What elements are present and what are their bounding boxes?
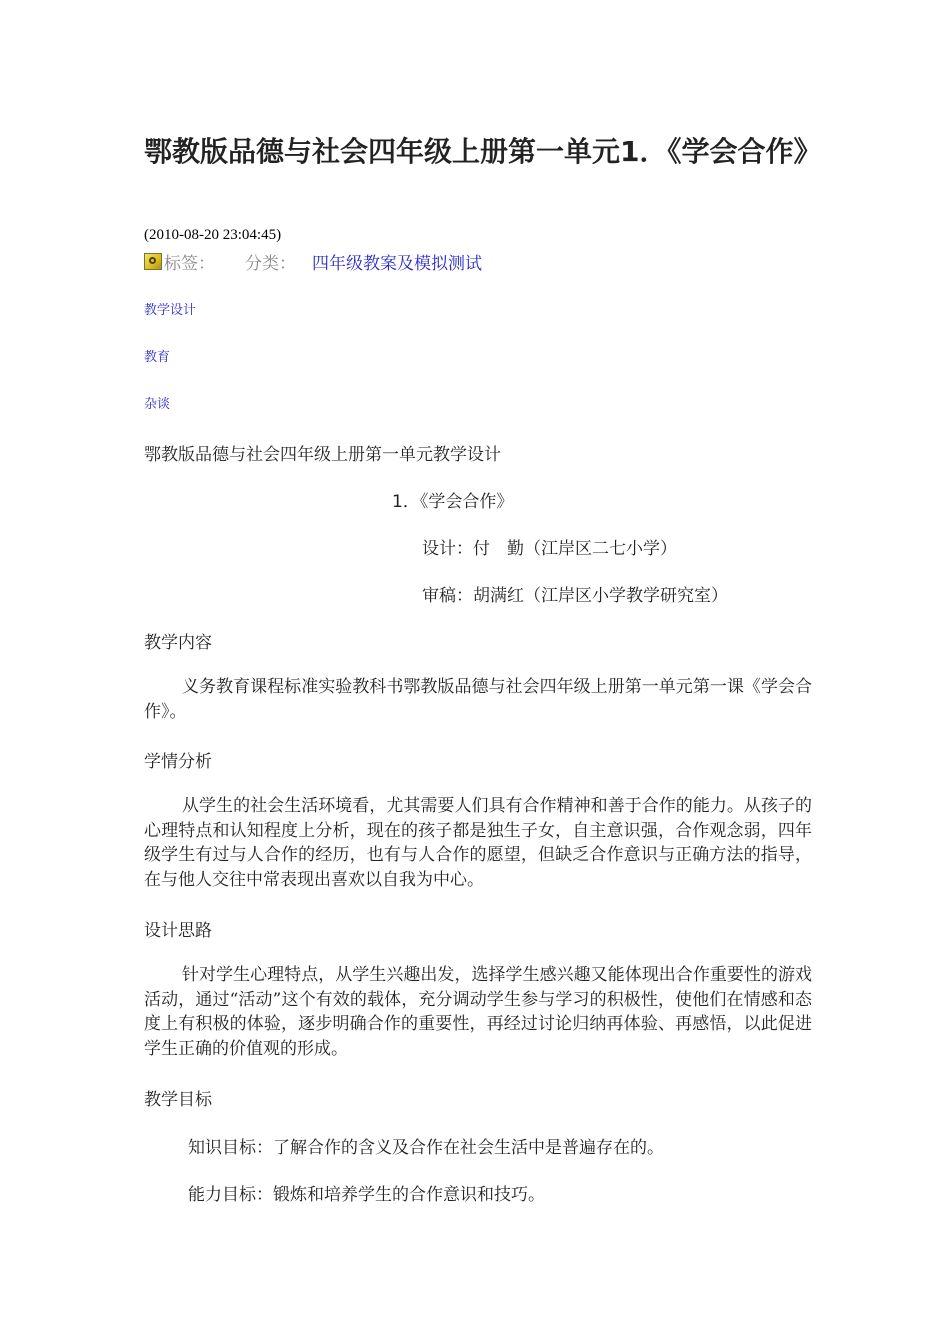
reviewer-line: 审稿：胡满红（江岸区小学教学研究室） [422, 586, 728, 606]
lesson-title: 1．《学会合作》 [392, 492, 514, 512]
section-title-goals: 教学目标 [144, 1090, 212, 1110]
section-text-design: 针对学生心理特点，从学生兴趣出发，选择学生感兴趣又能体现出合作重要性的游戏活动，通过“活动”这个有效的载体，充分调动学生参与学习的积极性，使他们在情感和态度上有积极的体验，逐步明确合作的重要性，再经过讨论归纳再体验、再感悟，以此促进学生正确的价值观的形成。 [144, 965, 812, 1059]
section-text-analysis: 从学生的社会生活环境看，尤其需要人们具有合作精神和善于合作的能力。从孩子的心理特点和认知程度上分析，现在的孩子都是独生子女，自主意识强，合作观念弱，四年级学生有过与人合作的经历，也有与人合作的愿望，但缺乏合作意识与正确方法的指导，在与他人交往中常表现出喜欢以自我为中心。 [144, 796, 812, 890]
tag-link-teaching-design[interactable]: 教学设计 [144, 303, 197, 318]
body-heading: 鄂教版品德与社会四年级上册第一单元教学设计 [144, 445, 501, 465]
tag-icon [144, 253, 162, 270]
section-title-analysis: 学情分析 [144, 752, 212, 772]
tag-link-misc[interactable]: 杂谈 [144, 397, 171, 412]
section-title-content: 教学内容 [144, 633, 212, 653]
tag-link-education[interactable]: 教育 [144, 350, 171, 365]
goal-ability: 能力目标：锻炼和培养学生的合作意识和技巧。 [188, 1185, 545, 1205]
article-date: (2010-08-20 23:04:45) [144, 227, 282, 243]
category-link[interactable]: 四年级教案及模拟测试 [312, 253, 482, 274]
goal-knowledge: 知识目标：了解合作的含义及合作在社会生活中是普遍存在的。 [188, 1138, 664, 1158]
tag-label: 标签： [164, 253, 215, 274]
category-label: 分类： [245, 253, 296, 274]
designer-line: 设计：付 勤（江岸区二七小学） [422, 539, 677, 559]
article-title: 鄂教版品德与社会四年级上册第一单元1．《学会合作》 [144, 135, 822, 168]
section-title-design: 设计思路 [144, 921, 212, 941]
section-text-content: 义务教育课程标准实验教科书鄂教版品德与社会四年级上册第一单元第一课《学会合作》。 [144, 677, 812, 722]
article-meta [144, 249, 482, 273]
